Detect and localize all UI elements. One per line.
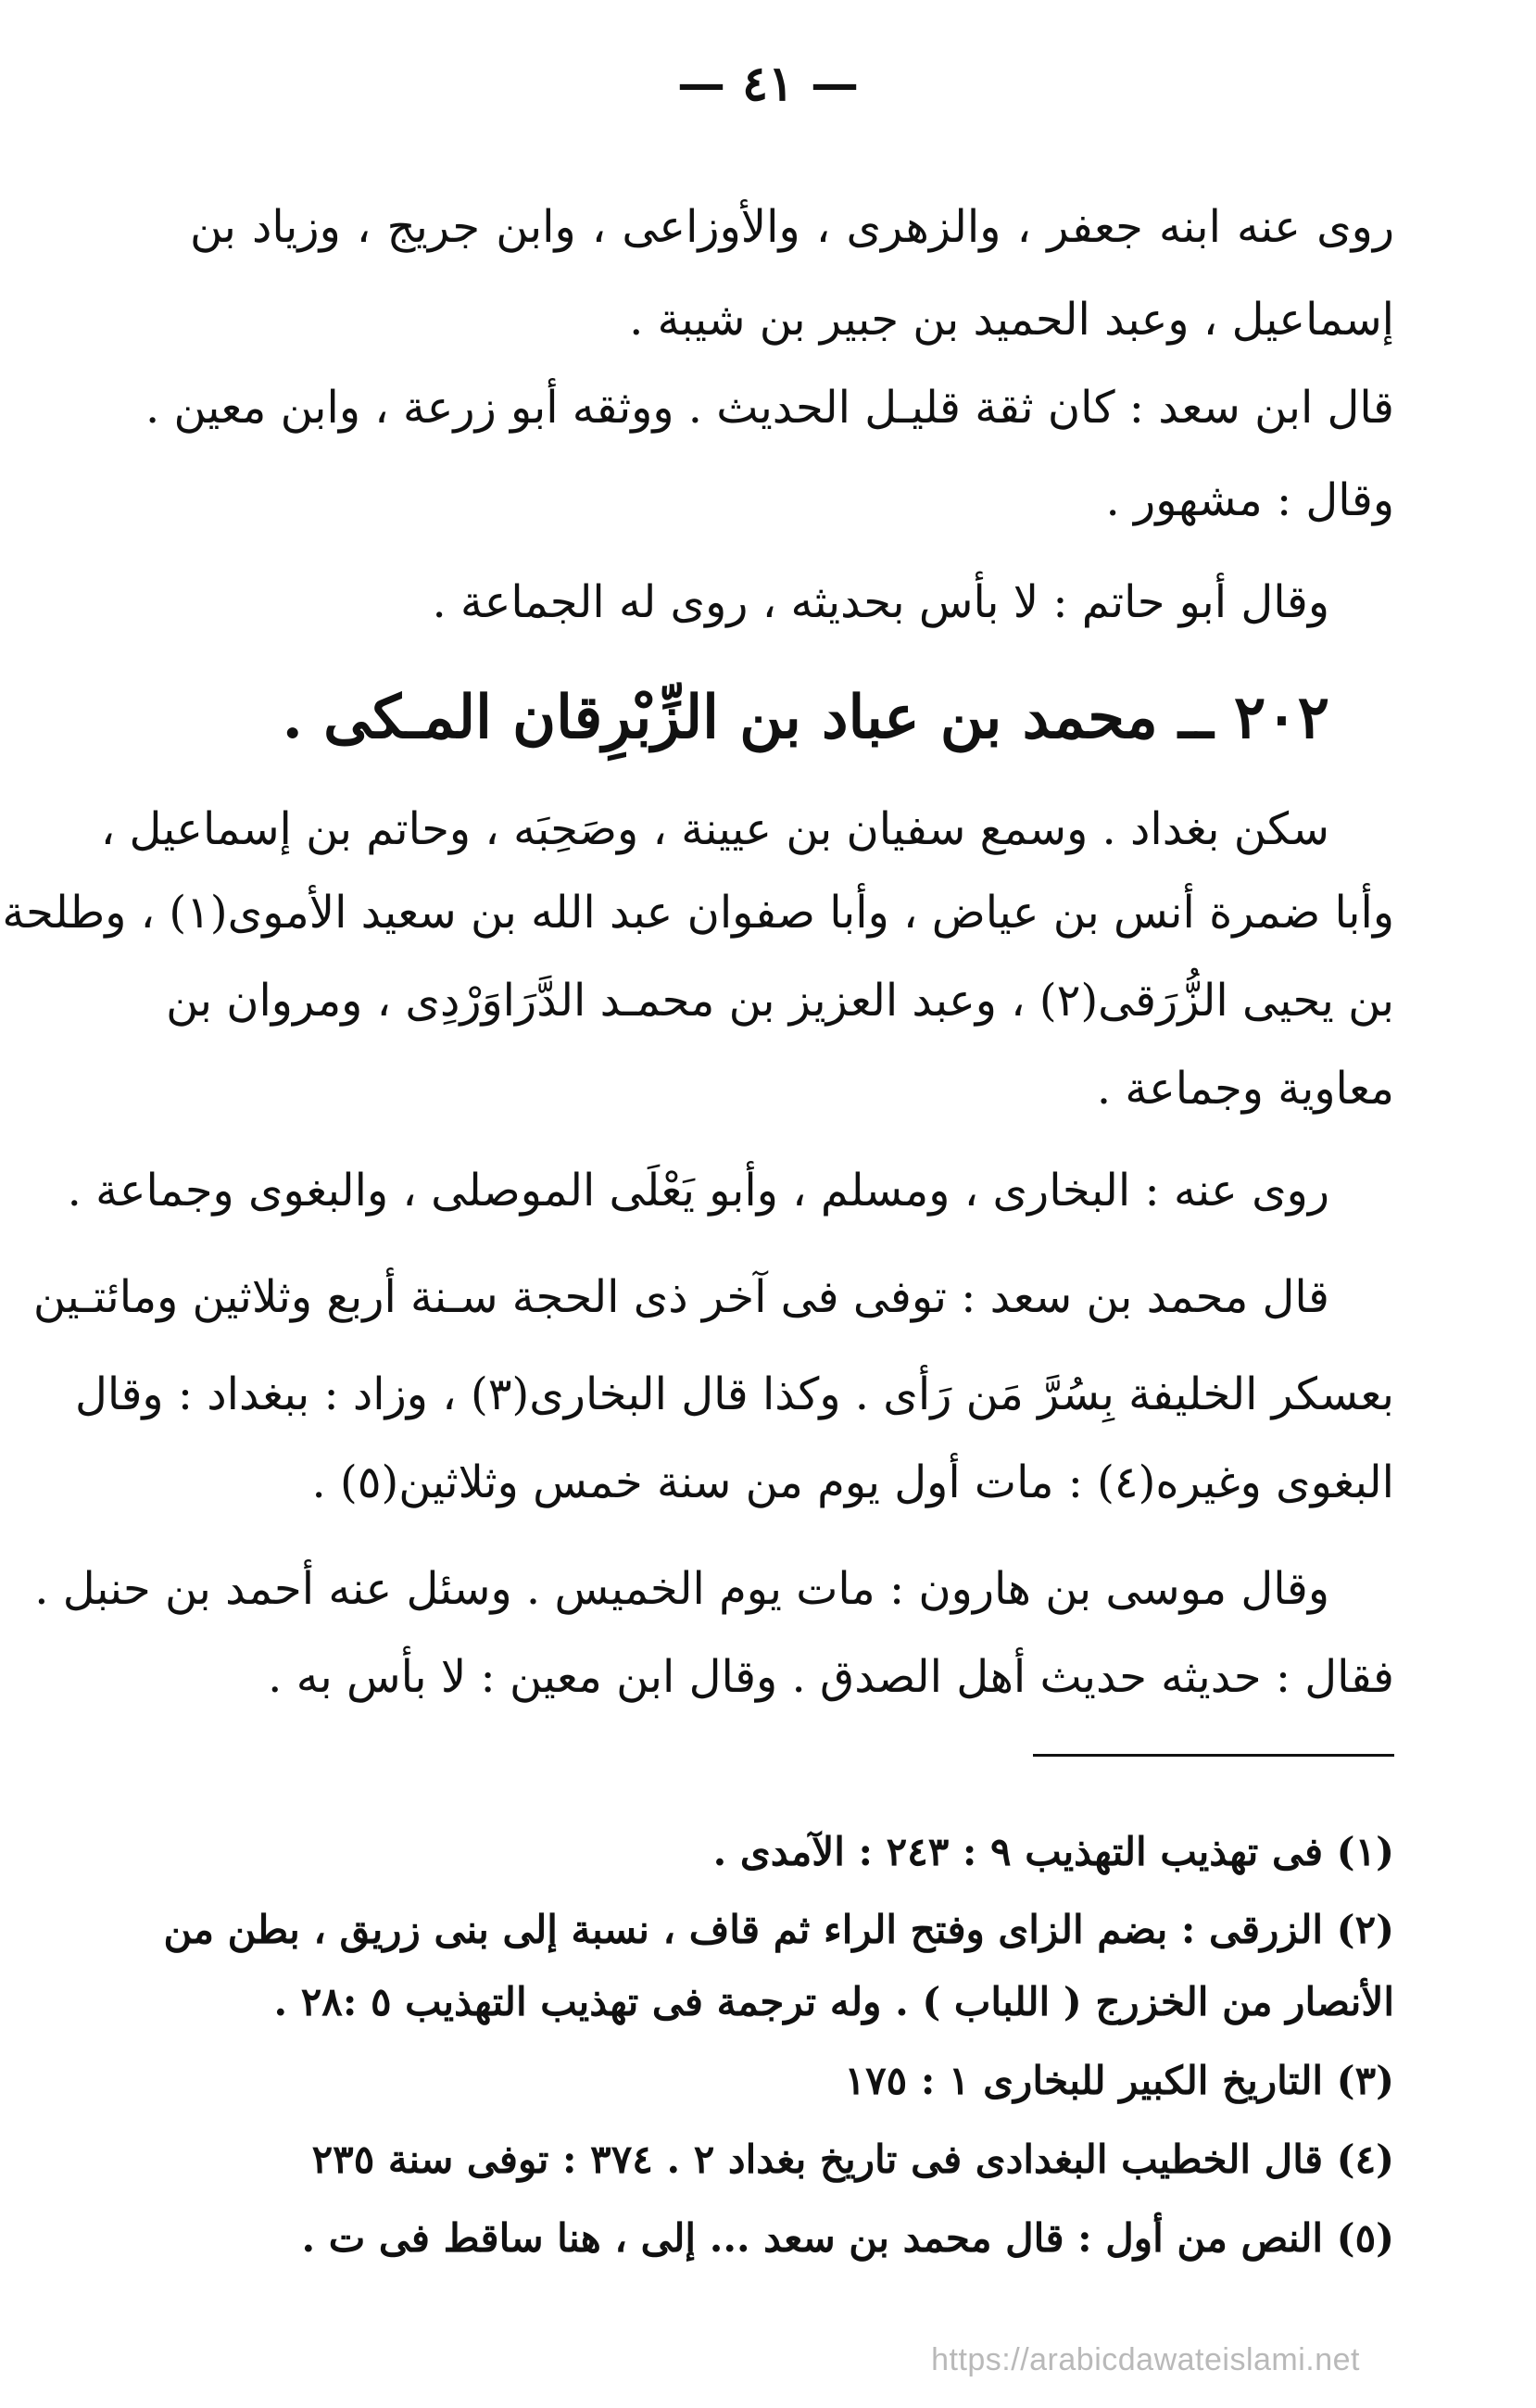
- entry-heading: ٢٠٢ ــ محمد بن عباد بن الزِّبْرِقان المـكى .: [282, 683, 1329, 752]
- body-line: روى عنه ابنه جعفر ، والزهرى ، والأوزاعى ، وابن جريج ، وزياد بن: [190, 201, 1394, 253]
- entry-line: وقال موسى بن هارون : مات يوم الخميس . وسئل عنه أحمد بن حنبل .: [34, 1563, 1329, 1615]
- entry-line: وأبا ضمرة أنس بن عياض ، وأبا صفوان عبد الله بن سعيد الأموى(١) ، وطلحة: [2, 887, 1394, 939]
- body-line: وقال أبو حاتم : لا بأس بحديثه ، روى له الجماعة .: [432, 576, 1329, 628]
- entry-line: بعسكر الخليفة بِسُرَّ مَن رَأى . وكذا قال البخارى(٣) ، وزاد : ببغداد : وقال: [74, 1368, 1394, 1420]
- page-number: — ٤١ —: [676, 56, 860, 112]
- body-line: وقال : مشهور .: [1105, 474, 1394, 526]
- entry-line: البغوى وغيره(٤) : مات أول يوم من سنة خمس وثلاثين(٥) .: [311, 1456, 1394, 1508]
- entry-line: معاوية وجماعة .: [1096, 1063, 1394, 1115]
- footnote-line: (٢) الزرقى : بضم الزاى وفتح الراء ثم قاف ، نسبة إلى بنى زريق ، بطن من: [163, 1907, 1394, 1952]
- footnotes: [2, 0, 1394, 2316]
- entry-line: سكن بغداد . وسمع سفيان بن عيينة ، وصَحِبَه ، وحاتم بن إسماعيل ،: [100, 803, 1329, 855]
- body-line: قال ابن سعد : كان ثقة قليـل الحديث . ووثقه أبو زرعة ، وابن معين .: [145, 382, 1394, 434]
- body-line: إسماعيل ، وعبد الحميد بن جبير بن شيبة .: [629, 294, 1394, 346]
- footnote-line: (٥) النص من أول : قال محمد بن سعد ... إلى ، هنا ساقط فى ت .: [301, 2215, 1394, 2261]
- footnote-line: (١) فى تهذيب التهذيب ٩ : ٢٤٣ : الآمدى .: [712, 1829, 1394, 1874]
- footnote-line: (٤) قال الخطيب البغدادى فى تاريخ بغداد ٢ . ٣٧٤ : توفى سنة ٢٣٥: [311, 2137, 1394, 2182]
- footnote-line: الأنصار من الخزرج ( اللباب ) . وله ترجمة فى تهذيب التهذيب ٥ :٢٨ .: [273, 1979, 1394, 2024]
- entry-line: فقال : حديثه حديث أهل الصدق . وقال ابن معين : لا بأس به .: [268, 1651, 1394, 1703]
- entry-line: بن يحيى الزُّرَقى(٢) ، وعبد العزيز بن محمـد الدَّرَاوَرْدِى ، ومروان بن: [166, 975, 1394, 1027]
- entry-line: قال محمد بن سعد : توفى فى آخر ذى الحجة سـنة أربع وثلاثين ومائتـين: [32, 1271, 1329, 1323]
- footnote-line: (٣) التاريخ الكبير للبخارى ١ : ١٧٥: [844, 2058, 1394, 2103]
- entry-line: روى عنه : البخارى ، ومسلم ، وأبو يَعْلَى الموصلى ، والبغوى وجماعة .: [67, 1165, 1329, 1217]
- site-watermark: https://arabicdawateislami.net: [931, 2342, 1360, 2377]
